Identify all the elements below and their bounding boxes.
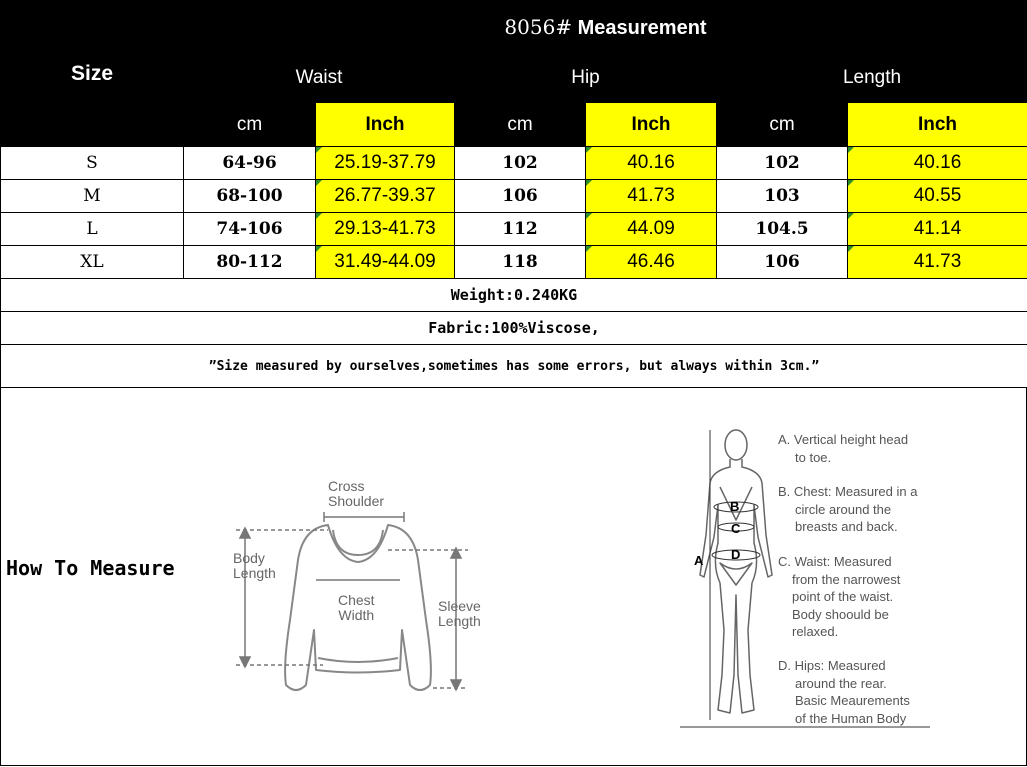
table-cell: 64-96 [184, 147, 316, 180]
legend-line: B. Chest: Measured in a [778, 484, 918, 499]
legend-line: of the Human Body [795, 710, 907, 726]
legend-line: relaxed. [792, 624, 839, 639]
size-header: Size [1, 1, 184, 147]
legend-line: point of the waist. [792, 589, 894, 604]
waist-header: Waist [184, 54, 455, 103]
table-cell: 118 [455, 246, 586, 279]
table-cell: 80-112 [184, 246, 316, 279]
label-line: Shoulder [328, 493, 385, 509]
table-cell: 44.09 [586, 213, 717, 246]
disclaimer-note: ”Size measured by ourselves,sometimes has some errors, but always within 3cm.” [1, 345, 1027, 388]
table-cell: 104.5 [717, 213, 848, 246]
table-cell: 106 [717, 246, 848, 279]
table-cell: 46.46 [586, 246, 717, 279]
legend-line: from the narrowest [792, 571, 901, 587]
table-cell: 41.73 [848, 246, 1027, 279]
label-line: Cross [328, 478, 365, 494]
unit-header: Inch [848, 103, 1027, 147]
size-cell: L [1, 213, 184, 246]
sweater-hem [318, 658, 398, 662]
label-line: Sleeve [438, 598, 481, 614]
body-length-label [233, 551, 276, 581]
title-text: Measurement [577, 16, 707, 39]
product-code: 8056# [504, 14, 573, 39]
size-cell: M [1, 180, 184, 213]
legend-line: circle around the [795, 501, 892, 517]
how-to-measure-label: How To Measure [6, 556, 175, 580]
table-cell: 25.19-37.79 [316, 147, 455, 180]
marker-d: D [731, 547, 741, 562]
marker-c: C [731, 521, 741, 536]
legend-line: to toe. [795, 449, 832, 465]
unit-header: cm [184, 103, 316, 147]
label-line: Length [233, 565, 276, 581]
arrow-icon [240, 528, 250, 538]
unit-header: Inch [316, 103, 455, 147]
unit-header: cm [455, 103, 586, 147]
table-row [1, 246, 1027, 279]
table-cell: 40.16 [848, 147, 1027, 180]
legend-line: D. Hips: Measured [778, 658, 886, 673]
length-header: Length [717, 54, 1027, 103]
table-cell: 41.14 [848, 213, 1027, 246]
table-row [1, 213, 1027, 246]
label-line: Width [338, 607, 375, 623]
size-cell: S [1, 147, 184, 180]
table-cell: 102 [717, 147, 848, 180]
chest-width-label [338, 593, 375, 623]
weight-note: Weight:0.240KG [1, 279, 1027, 312]
legend-line: Body shoould be [792, 606, 889, 622]
table-cell: 26.77-39.37 [316, 180, 455, 213]
table-row [1, 180, 1027, 213]
sleeve-length-label [438, 599, 481, 629]
bikini-bottom [720, 563, 752, 585]
legend-line: breasts and back. [795, 519, 898, 534]
table-cell: 103 [717, 180, 848, 213]
table-cell: 40.55 [848, 180, 1027, 213]
table-cell: 29.13-41.73 [316, 213, 455, 246]
label-line: Chest [338, 592, 375, 608]
legend-item-c [778, 553, 900, 641]
table-cell: 40.16 [586, 147, 717, 180]
table-cell: 41.73 [586, 180, 717, 213]
cross-shoulder-label [328, 479, 384, 509]
label-line: Body [233, 550, 265, 566]
table-cell: 106 [455, 180, 586, 213]
table-cell: 68-100 [184, 180, 316, 213]
marker-b: B [730, 499, 740, 514]
arrow-icon [240, 657, 250, 667]
marker-a: A [694, 553, 704, 568]
table-cell: 112 [455, 213, 586, 246]
table-cell: 31.49-44.09 [316, 246, 455, 279]
body-outline [700, 459, 772, 713]
unit-header: Inch [586, 103, 717, 147]
legend-line: around the rear. [795, 675, 887, 691]
table-cell: 74-106 [184, 213, 316, 246]
size-cell: XL [1, 246, 184, 279]
head-shape [725, 430, 747, 460]
legend-line: Basic Meaurements [795, 693, 910, 708]
table-row [1, 147, 1027, 180]
legend-line: A. Vertical height head [778, 432, 909, 447]
table-cell: 102 [455, 147, 586, 180]
legend-line: C. Waist: Measured [778, 554, 892, 569]
table-title [184, 1, 1027, 54]
label-line: Length [438, 613, 481, 629]
fabric-note: Fabric:100%Viscose, [1, 312, 1027, 345]
hip-header: Hip [455, 54, 717, 103]
legend-item-d [778, 657, 910, 727]
legend-item-a [778, 431, 908, 466]
legend-item-b [778, 483, 917, 536]
arrow-icon [451, 680, 461, 690]
unit-header: cm [717, 103, 848, 147]
